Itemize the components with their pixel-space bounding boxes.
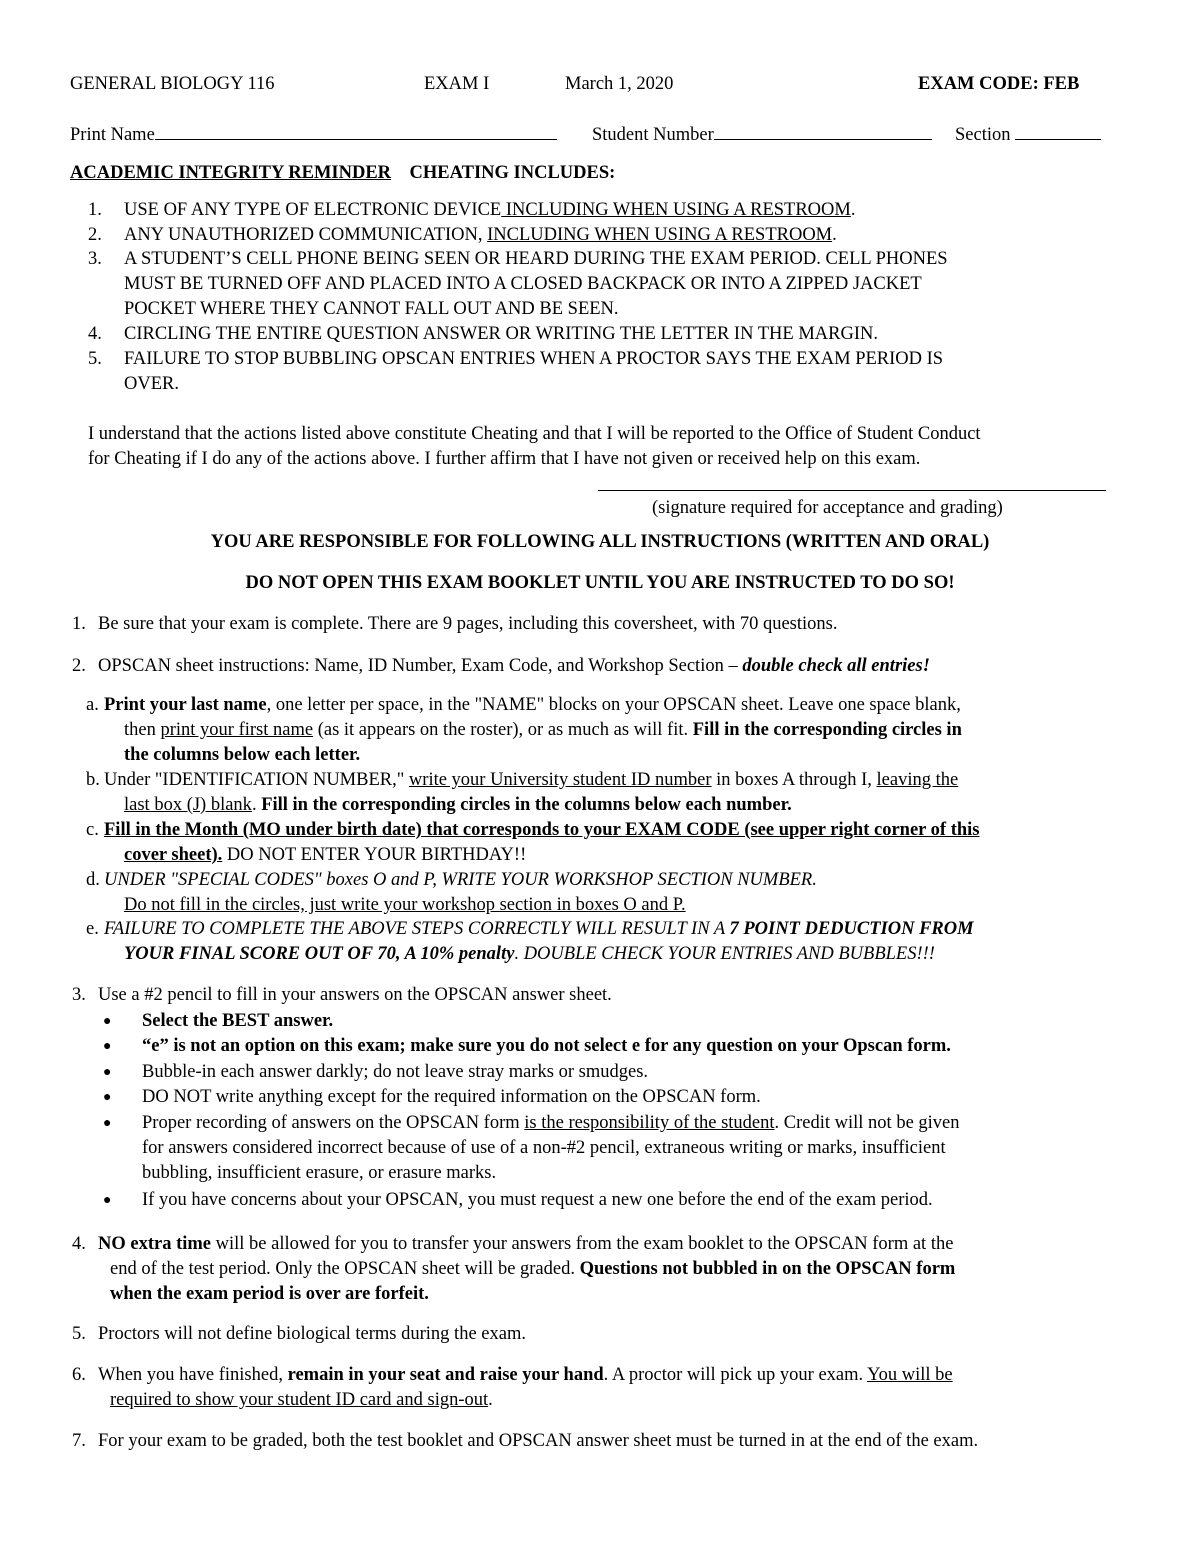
section-line[interactable]: [1015, 121, 1101, 140]
student-number-label: Student Number: [592, 125, 714, 145]
instruction-num: 1.: [72, 614, 86, 634]
bullet-text: DO NOT write anything except for the required information on the OPSCAN form.: [142, 1087, 761, 1107]
student-number-line[interactable]: [714, 121, 932, 140]
signature-note: (signature required for acceptance and grading): [652, 498, 1003, 518]
integrity-item-num: 3.: [88, 249, 102, 269]
do-not-open-banner: DO NOT OPEN THIS EXAM BOOKLET UNTIL YOU ARE INSTRUCTED TO DO SO!: [245, 573, 955, 593]
integrity-item-line: MUST BE TURNED OFF AND PLACED INTO A CLOSED BACKPACK OR INTO A ZIPPED JACKET: [124, 274, 922, 294]
sub-step-line: Fill in the Month (MO under birth date) that corresponds to your EXAM CODE (see upper right corner of this: [104, 820, 980, 840]
instruction-text: end of the test period. Only the OPSCAN sheet will be graded. Questions not bubbled in on the OPSCAN form: [110, 1259, 956, 1279]
sub-step-label: a.: [86, 695, 99, 715]
integrity-item: USE OF ANY TYPE OF ELECTRONIC DEVICE INCLUDING WHEN USING A RESTROOM.: [124, 200, 856, 220]
sub-step-label: d.: [86, 870, 100, 890]
instruction-text: required to show your student ID card and sign-out.: [110, 1390, 493, 1410]
sub-step-line: Under "IDENTIFICATION NUMBER," write your University student ID number in boxes A through I, leaving the: [104, 770, 959, 790]
bullet-text: Select the BEST answer.: [142, 1011, 334, 1031]
sub-step-line: UNDER "SPECIAL CODES" boxes O and P, WRITE YOUR WORKSHOP SECTION NUMBER.: [104, 870, 817, 890]
sub-step-line: cover sheet). DO NOT ENTER YOUR BIRTHDAY!!: [124, 845, 527, 865]
bullet-icon: ●: [103, 1065, 112, 1080]
course-title: GENERAL BIOLOGY 116: [70, 74, 275, 94]
bullet-text: “e” is not an option on this exam; make sure you do not select e for any question on your Opscan form.: [142, 1036, 951, 1056]
bullet-text: Proper recording of answers on the OPSCAN form is the responsibility of the student. Credit will not be given: [142, 1113, 960, 1133]
exam-code: EXAM CODE: FEB: [918, 74, 1080, 94]
bullet-text: Bubble-in each answer darkly; do not leave stray marks or smudges.: [142, 1062, 649, 1082]
responsibility-banner: YOU ARE RESPONSIBLE FOR FOLLOWING ALL INSTRUCTIONS (WRITTEN AND ORAL): [210, 532, 990, 552]
instruction-num: 6.: [72, 1365, 86, 1385]
integrity-item-num: 5.: [88, 349, 102, 369]
bullet-text: bubbling, insufficient erasure, or erasure marks.: [142, 1163, 497, 1183]
integrity-statement: for Cheating if I do any of the actions above. I further affirm that I have not given or received help on this exam.: [88, 449, 921, 469]
integrity-item-num: 1.: [88, 200, 102, 220]
integrity-item-line: POCKET WHERE THEY CANNOT FALL OUT AND BE SEEN.: [124, 299, 619, 319]
section-field[interactable]: [955, 121, 1101, 147]
sub-step-line: then print your first name (as it appears on the roster), or as much as will fit. Fill in the corresponding circles in: [124, 720, 962, 740]
bullet-icon: ●: [103, 1014, 112, 1029]
integrity-title: ACADEMIC INTEGRITY REMINDER: [70, 163, 392, 183]
integrity-item-line: CIRCLING THE ENTIRE QUESTION ANSWER OR WRITING THE LETTER IN THE MARGIN.: [124, 324, 878, 344]
bullet-icon: ●: [103, 1039, 112, 1054]
sub-step-label: e.: [86, 919, 99, 939]
instruction-text: Proctors will not define biological terms during the exam.: [98, 1324, 526, 1344]
integrity-item-line: A STUDENT’S CELL PHONE BEING SEEN OR HEARD DURING THE EXAM PERIOD. CELL PHONES: [124, 249, 948, 269]
print-name-field[interactable]: [70, 121, 557, 147]
instruction-num: 3.: [72, 985, 86, 1005]
sub-step-line: YOUR FINAL SCORE OUT OF 70, A 10% penalty. DOUBLE CHECK YOUR ENTRIES AND BUBBLES!!!: [124, 944, 935, 964]
instruction-text: Be sure that your exam is complete. There are 9 pages, including this coversheet, with 70 questions.: [98, 614, 838, 634]
sub-step-line: Print your last name, one letter per space, in the "NAME" blocks on your OPSCAN sheet. Leave one space blank,: [104, 695, 961, 715]
signature-line[interactable]: [598, 490, 1106, 491]
instruction-text: For your exam to be graded, both the test booklet and OPSCAN answer sheet must be turned in at the end of the exam.: [98, 1431, 979, 1451]
instruction-num: 2.: [72, 656, 86, 676]
exam-date: March 1, 2020: [565, 74, 674, 94]
sub-step-line: the columns below each letter.: [124, 745, 361, 765]
integrity-item-num: 2.: [88, 225, 102, 245]
instruction-text: when the exam period is over are forfeit.: [110, 1284, 429, 1304]
integrity-item-num: 4.: [88, 324, 102, 344]
instruction-text: Use a #2 pencil to fill in your answers on the OPSCAN answer sheet.: [98, 985, 612, 1005]
sub-step-line: last box (J) blank. Fill in the corresponding circles in the columns below each number.: [124, 795, 792, 815]
instruction-num: 5.: [72, 1324, 86, 1344]
instruction-text: When you have finished, remain in your seat and raise your hand. A proctor will pick up your exam. You will be: [98, 1365, 953, 1385]
bullet-icon: ●: [103, 1116, 112, 1131]
instruction-text: NO extra time will be allowed for you to transfer your answers from the exam booklet to the OPSCAN form at the: [98, 1234, 954, 1254]
integrity-heading: [70, 161, 615, 185]
integrity-statement: I understand that the actions listed above constitute Cheating and that I will be reported to the Office of Student Conduct: [88, 424, 981, 444]
bullet-text: for answers considered incorrect because of use of a non-#2 pencil, extraneous writing or marks, insufficient: [142, 1138, 946, 1158]
sub-step-label: c.: [86, 820, 99, 840]
instruction-num: 4.: [72, 1234, 86, 1254]
integrity-item-line: OVER.: [124, 374, 179, 394]
integrity-item-line: FAILURE TO STOP BUBBLING OPSCAN ENTRIES WHEN A PROCTOR SAYS THE EXAM PERIOD IS: [124, 349, 944, 369]
bullet-text: If you have concerns about your OPSCAN, you must request a new one before the end of the exam period.: [142, 1190, 933, 1210]
bullet-icon: ●: [103, 1193, 112, 1208]
print-name-line[interactable]: [155, 121, 557, 140]
integrity-subtitle: CHEATING INCLUDES:: [409, 163, 616, 183]
instruction-text: OPSCAN sheet instructions: Name, ID Number, Exam Code, and Workshop Section – double check all entries!: [98, 656, 930, 676]
sub-step-line: Do not fill in the circles, just write your workshop section in boxes O and P.: [124, 895, 686, 915]
instruction-num: 7.: [72, 1431, 86, 1451]
sub-step-label: b.: [86, 770, 100, 790]
student-number-field[interactable]: [592, 121, 932, 147]
print-name-label: Print Name: [70, 125, 155, 145]
section-label: Section: [955, 125, 1011, 145]
integrity-item: ANY UNAUTHORIZED COMMUNICATION, INCLUDING WHEN USING A RESTROOM.: [124, 225, 837, 245]
bullet-icon: ●: [103, 1090, 112, 1105]
exam-name: EXAM I: [424, 74, 490, 94]
sub-step-line: FAILURE TO COMPLETE THE ABOVE STEPS CORRECTLY WILL RESULT IN A 7 POINT DEDUCTION FROM: [104, 919, 974, 939]
